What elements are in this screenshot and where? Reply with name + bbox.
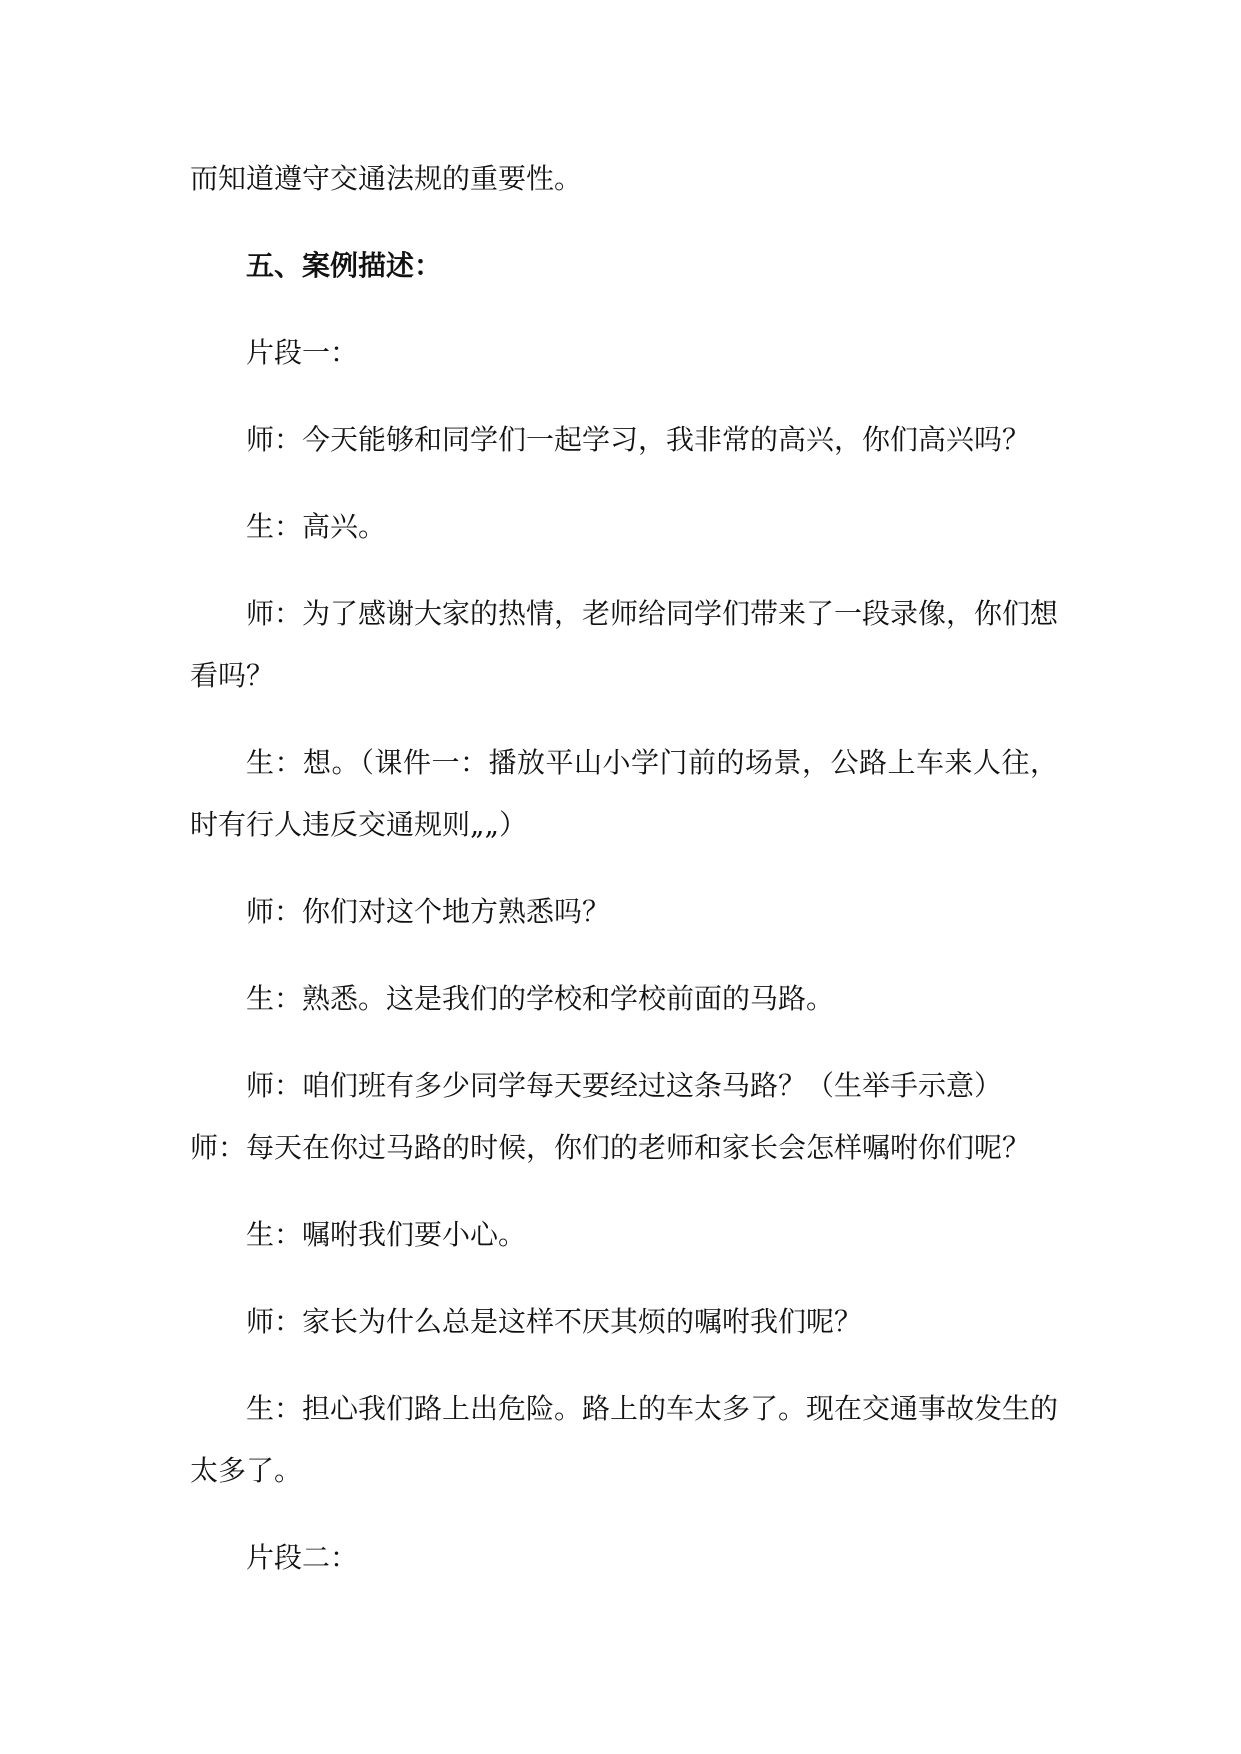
dialogue-line: 生：高兴。 <box>246 510 387 543</box>
dialogue-line: 师：你们对这个地方熟悉吗？ <box>246 895 611 928</box>
dialogue-line: 师：家长为什么总是这样不厌其烦的嘱咐我们呢？ <box>246 1305 863 1338</box>
dialogue-line: 生：嘱咐我们要小心。 <box>246 1218 527 1251</box>
dialogue-line: 师：咱们班有多少同学每天要经过这条马路？（生举手示意） <box>246 1069 1003 1102</box>
dialogue-line: 生：担心我们路上出危险。路上的车太多了。现在交通事故发生的太多了。 <box>190 1392 1059 1487</box>
dialogue-line: 师：为了感谢大家的热情，老师给同学们带来了一段录像，你们想看吗？ <box>190 597 1059 692</box>
dialogue-line: 师：今天能够和同学们一起学习，我非常的高兴，你们高兴吗？ <box>246 423 1031 456</box>
paragraph-1: 而知道遵守交通法规的重要性。 <box>190 162 583 195</box>
section-heading: 五、案例描述： <box>246 249 443 282</box>
dialogue-line: 生：熟悉。这是我们的学校和学校前面的马路。 <box>246 982 835 1015</box>
fragment-heading-2: 片段二： <box>246 1541 359 1574</box>
dialogue-line: 师：每天在你过马路的时候，你们的老师和家长会怎样嘱咐你们呢？ <box>190 1131 1031 1164</box>
document-body <box>190 148 1058 1614</box>
fragment-heading-1: 片段一： <box>246 336 359 369</box>
dialogue-line: 生：想。（课件一：播放平山小学门前的场景，公路上车来人往，时有行人违反交通规则„„） <box>190 746 1058 841</box>
